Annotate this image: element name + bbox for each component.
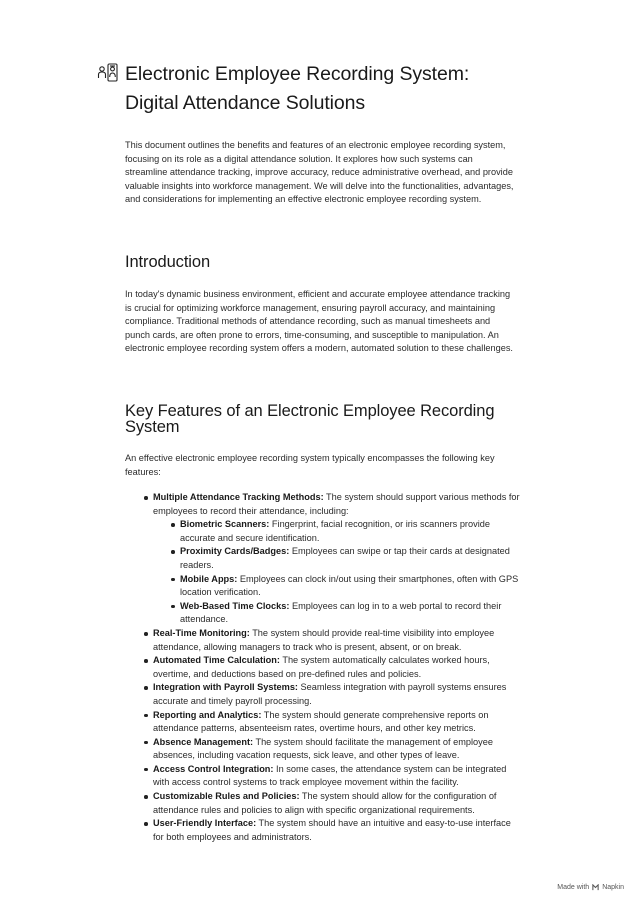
list-item-label: Absence Management: xyxy=(153,736,254,747)
list-item xyxy=(144,763,520,790)
list-item-label: Integration with Payroll Systems: xyxy=(153,682,298,693)
list-item-text: The system should provide real-time visibility into employee attendance, allowing managers to track who is present, absent, or on break. xyxy=(153,627,495,652)
list-item-text: Employees can clock in/out using their smartphones, often with GPS location verification. xyxy=(180,573,519,598)
list-item-label: Automated Time Calculation: xyxy=(153,655,280,666)
list-item-text: Employees can swipe or tap their cards at designated readers. xyxy=(180,546,510,570)
list-item xyxy=(144,491,520,627)
list-item-label: Biometric Scanners: xyxy=(180,519,270,530)
list-item xyxy=(144,654,520,681)
list-item xyxy=(171,518,520,545)
list-item-label: Multiple Attendance Tracking Methods: xyxy=(153,492,324,502)
introduction-heading: Introduction xyxy=(125,253,211,271)
page-title: Electronic Employee Recording System: Digital Attendance Solutions xyxy=(125,63,470,114)
list-item-label: Customizable Rules and Policies: xyxy=(153,791,300,802)
list-item-label: Mobile Apps: xyxy=(180,573,238,584)
list-item-text: The system should support various methods for employees to record their attendance, including: xyxy=(153,492,520,516)
list-item xyxy=(144,736,520,763)
list-item xyxy=(144,817,520,844)
list-item-text: The system should allow for the configuration of attendance rules and policies to align with specific organizational requirements. xyxy=(153,791,497,815)
list-item-label: Web-Based Time Clocks: xyxy=(180,600,290,611)
made-with-napkin[interactable] xyxy=(557,884,624,891)
list-item xyxy=(144,709,520,736)
list-item-text: The system should have an intuitive and easy-to-use interface for both employees and administrators. xyxy=(153,818,511,842)
feature-list xyxy=(144,491,520,844)
list-item-label: Real-Time Monitoring: xyxy=(153,627,250,638)
list-item-text: Fingerprint, facial recognition, or iris scanners provide accurate and secure identification. xyxy=(180,519,490,543)
made-with-label: Made with xyxy=(557,884,590,891)
list-item-text: The system should facilitate the management of employee absences, including vacation requests, sick leave, and other types of leave. xyxy=(153,736,493,761)
list-item xyxy=(171,545,520,572)
list-item xyxy=(144,627,520,654)
brand-label: Napkin xyxy=(602,884,624,891)
list-item xyxy=(144,790,520,817)
title-row xyxy=(97,60,517,118)
list-item-text: The system should generate comprehensive reports on attendance patterns, absenteeism rates, overtime hours, and other key metrics. xyxy=(153,709,489,734)
list-item-label: User-Friendly Interface: xyxy=(153,818,257,829)
employees-icon xyxy=(97,62,119,84)
intro-paragraph: This document outlines the benefits and features of an electronic employee recording system, focusing on its role as a digital attendance solution. It explores how such systems can streamline attendance tracking, improve accuracy, reduce administrative overhead, and provide valuable insights into workforce management. We will delve into the functionalities, advantages, and considerations for implementing an effective electronic employee recording system. xyxy=(125,140,514,205)
list-item-label: Proximity Cards/Badges: xyxy=(180,546,290,557)
list-item xyxy=(171,600,520,627)
list-item-text: Seamless integration with payroll systems ensures accurate and timely payroll processing. xyxy=(153,682,507,706)
tracking-methods-list xyxy=(153,518,520,627)
introduction-body: In today's dynamic business environment, efficient and accurate employee attendance tracking is crucial for optimizing workforce management, ensuring payroll accuracy, and maintaining compliance. Traditional methods of attendance recording, such as manual timesheets and punch cards, are often prone to errors, time-consuming, and susceptible to manipulation. An electronic employee recording system offers a modern, automated solution to these challenges. xyxy=(125,289,513,354)
list-item xyxy=(144,681,520,708)
list-item-label: Access Control Integration: xyxy=(153,763,274,774)
key-features-heading: Key Features of an Electronic Employee Recording System xyxy=(125,402,495,436)
list-item-text: Employees can log in to a web portal to record their attendance. xyxy=(180,600,502,625)
list-item-text: In some cases, the attendance system can be integrated with access control systems to track employee movement within the facility. xyxy=(153,763,507,788)
list-item xyxy=(171,573,520,600)
list-item-text: The system automatically calculates worked hours, overtime, and deductions based on pre-defined rules and policies. xyxy=(153,655,490,679)
key-features-lead: An effective electronic employee recording system typically encompasses the following key features: xyxy=(125,453,495,477)
list-item-label: Reporting and Analytics: xyxy=(153,709,262,720)
napkin-logo-icon xyxy=(592,884,599,891)
